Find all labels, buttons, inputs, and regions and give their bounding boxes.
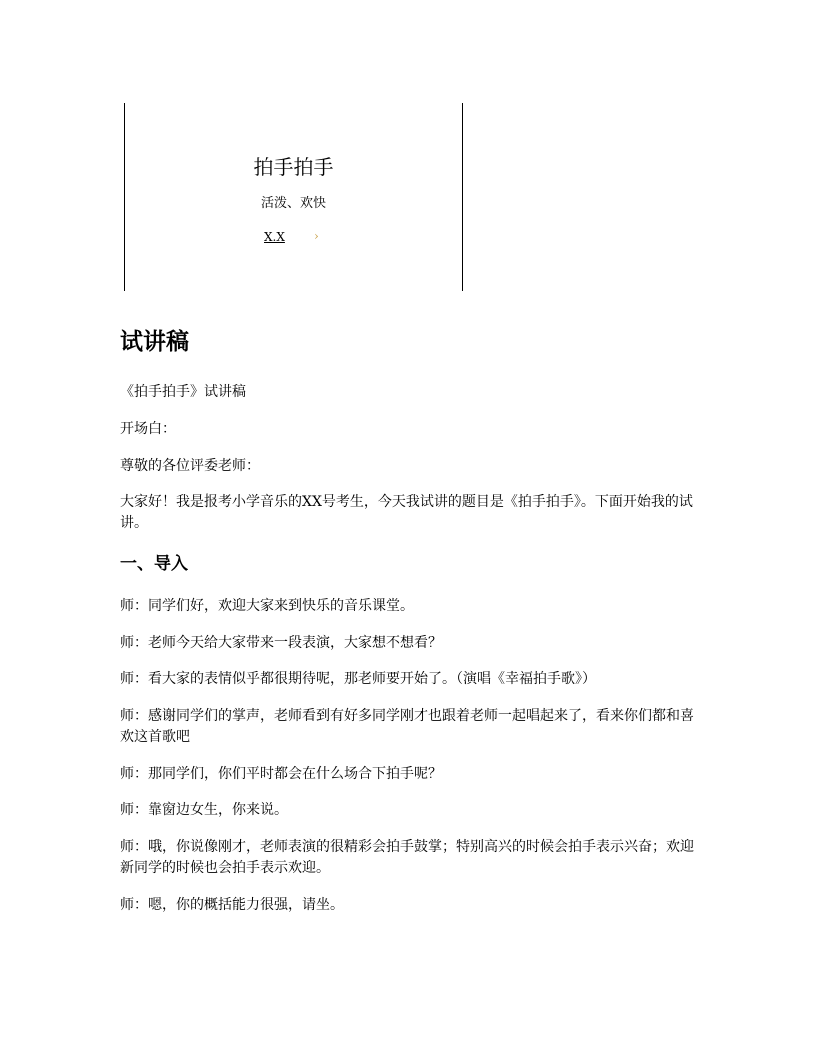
teacher-line: 师：老师今天给大家带来一段表演，大家想不想看？ bbox=[120, 635, 442, 651]
teacher-line: 师：那同学们，你们平时都会在什么场合下拍手呢？ bbox=[120, 766, 442, 782]
self-introduction: 大家好！我是报考小学音乐的XX号考生，今天我试讲的题目是《拍手拍手》。下面开始我的试讲。 bbox=[120, 494, 693, 531]
teacher-line: 师：看大家的表情似乎都很期待呢，那老师要开始了。（演唱《幸福拍手歌》） bbox=[120, 671, 596, 687]
greeting-line: 尊敬的各位评委老师： bbox=[120, 458, 260, 474]
lecture-script-title: 《拍手拍手》试讲稿 bbox=[120, 384, 246, 400]
opening-label: 开场白： bbox=[120, 421, 176, 437]
teacher-line: 师：同学们好，欢迎大家来到快乐的音乐课堂。 bbox=[120, 598, 414, 614]
document-title: 试讲稿 bbox=[120, 329, 189, 355]
song-key: X.X bbox=[264, 230, 285, 244]
teacher-line: 师：感谢同学们的掌声，老师看到有好多同学刚才也跟着老师一起唱起来了，看来你们都和喜欢这首歌吧 bbox=[120, 708, 694, 745]
song-mood: 活泼、欢快 bbox=[260, 196, 326, 211]
music-score-header bbox=[124, 103, 463, 291]
song-title: 拍手拍手 bbox=[253, 155, 334, 179]
teacher-line: 师：哦，你说像刚才，老师表演的很精彩会拍手鼓掌；特别高兴的时候会拍手表示兴奋；欢迎新同学的时候也会拍手表示欢迎。 bbox=[120, 839, 694, 876]
teacher-line: 师：嗯，你的概括能力很强，请坐。 bbox=[120, 897, 344, 913]
section-heading-introduction: 一、导入 bbox=[120, 554, 188, 574]
teacher-line: 师：靠窗边女生，你来说。 bbox=[120, 802, 288, 818]
chevron-right-icon: › bbox=[314, 229, 319, 243]
